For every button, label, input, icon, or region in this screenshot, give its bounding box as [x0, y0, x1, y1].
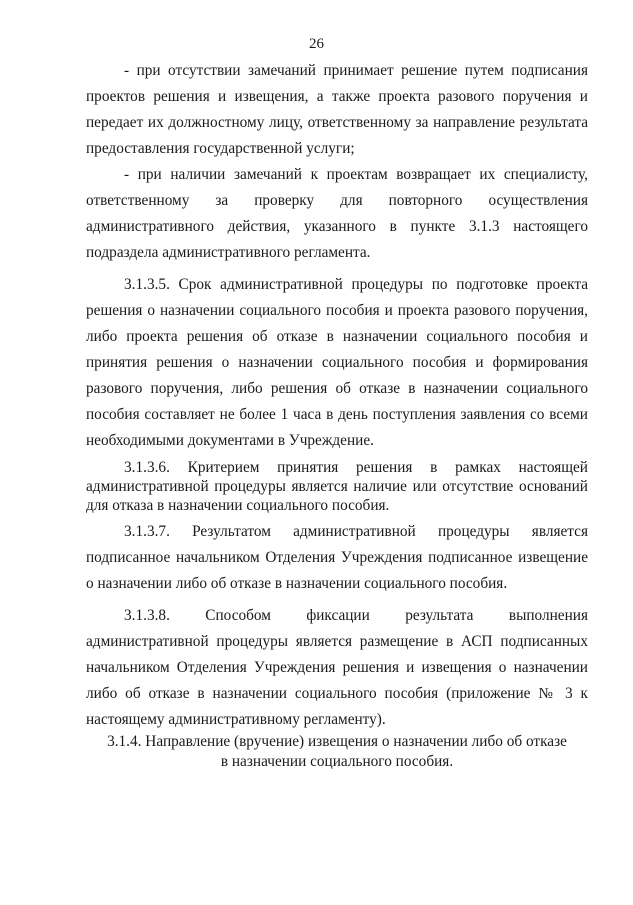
- section-heading-line-1: 3.1.4. Направление (вручение) извещения о назначении либо об отказе: [107, 733, 567, 750]
- section-heading-line-2: в назначении социального пособия.: [220, 753, 454, 770]
- document-body: [86, 58, 588, 733]
- paragraph-3-1-3-5: 3.1.3.5. Срок административной процедуры по подготовке проекта решения о назначении социального пособия и проекта разового поручения, либо проекта решения об отказе в назначении социального пособия и принятия решения о назначении социального пособия и формирования разового поручения, либо решения об отказе в назначении социального пособия составляет не более 1 часа в день поступления заявления со всеми необходимыми документами в Учреждение.: [86, 276, 588, 449]
- page-number: 26: [309, 36, 324, 52]
- paragraph-3-1-3-8: 3.1.3.8. Способом фиксации результата выполнения административной процедуры является размещение в АСП подписанных начальником Отделения Учреждения решения и извещения о назначении либо об отказе в назначении социального пособия (приложение № 3 к настоящему административному регламенту).: [86, 607, 588, 728]
- paragraph-3-1-3-7: 3.1.3.7. Результатом административной процедуры является подписанное начальником Отделения Учреждения подписанное извещение о назначении либо об отказе в назначении социального пособия.: [86, 523, 588, 592]
- section-heading-3-1-4: [86, 732, 588, 772]
- paragraph-3-1-3-6: 3.1.3.6. Критерием принятия решения в рамках настоящей административной процедуры является наличие или отсутствие оснований для отказа в назначении социального пособия.: [86, 459, 588, 514]
- paragraph-no-remarks: - при отсутствии замечаний принимает решение путем подписания проектов решения и извещения, а также проекта разового поручения и передает их должностному лицу, ответственному за направление результата предоставления государственной услуги;: [86, 62, 588, 157]
- paragraph-with-remarks: - при наличии замечаний к проектам возвращает их специалисту, ответственному за проверку для повторного осуществления административного действия, указанного в пункте 3.1.3 настоящего подраздела административного регламента.: [86, 166, 588, 261]
